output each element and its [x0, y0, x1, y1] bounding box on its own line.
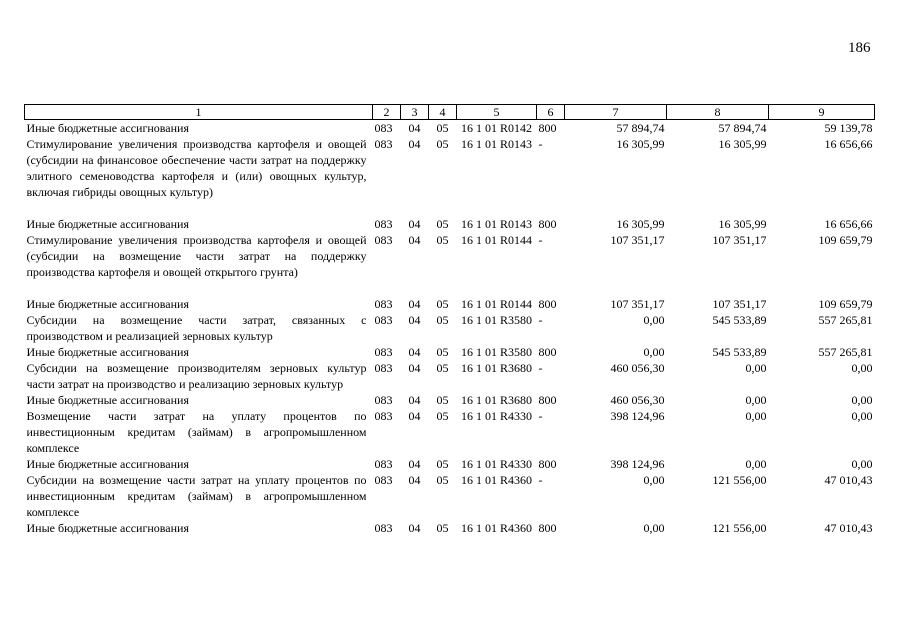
row-name: Субсидии на возмещение части затрат, связанных с производством и реализацией зерновых культур [26, 313, 367, 343]
table-row [25, 296, 875, 312]
row-ministry-code: 083 [374, 409, 393, 423]
row-amount-9: 0,00 [851, 361, 873, 375]
row-amount-8: 0,00 [745, 393, 767, 407]
row-subsection: 05 [436, 361, 449, 375]
row-target-article: 16 1 01 R3680 [460, 361, 532, 375]
table-row [25, 456, 875, 472]
row-amount-8: 0,00 [745, 457, 767, 471]
table-row [25, 472, 875, 520]
row-name: Иные бюджетные ассигнования [26, 457, 189, 471]
row-amount-9: 59 139,78 [824, 121, 873, 135]
row-section: 04 [408, 409, 421, 423]
row-section: 04 [408, 473, 421, 487]
column-header: 8 [667, 105, 769, 120]
row-section: 04 [408, 457, 421, 471]
row-expense-type: 800 [538, 521, 557, 535]
row-subsection: 05 [436, 345, 449, 359]
row-target-article: 16 1 01 R4330 [460, 457, 532, 471]
row-target-article: 16 1 01 R0142 [460, 121, 532, 135]
row-expense-type: 800 [538, 393, 557, 407]
row-amount-8: 16 305,99 [718, 137, 767, 151]
table-row [25, 344, 875, 360]
row-amount-8: 0,00 [745, 361, 767, 375]
row-subsection: 05 [436, 521, 449, 535]
row-amount-9: 109 659,79 [818, 297, 873, 311]
column-header: 1 [25, 105, 373, 120]
row-expense-type: 800 [538, 217, 557, 231]
row-name: Стимулирование увеличения производства картофеля и овощей (субсидии на финансовое обеспечение части затрат на поддержку элитного семеноводства картофеля и (или) овощных культур, включая гибриды овощных культур) [26, 137, 367, 199]
column-header: 4 [429, 105, 457, 120]
spacer-cell [25, 280, 875, 296]
column-header: 3 [401, 105, 429, 120]
row-amount-9: 0,00 [851, 409, 873, 423]
row-target-article: 16 1 01 R3580 [460, 345, 532, 359]
table-header-row [25, 105, 875, 120]
row-amount-8: 545 533,89 [712, 345, 767, 359]
row-expense-type: - [538, 473, 543, 487]
row-section: 04 [408, 297, 421, 311]
spacer-row [25, 200, 875, 216]
row-target-article: 16 1 01 R3580 [460, 313, 532, 327]
row-amount-8: 57 894,74 [718, 121, 767, 135]
row-target-article: 16 1 01 R4330 [460, 409, 532, 423]
row-target-article: 16 1 01 R0144 [460, 297, 532, 311]
row-expense-type: 800 [538, 121, 557, 135]
row-amount-9: 16 656,66 [824, 217, 873, 231]
row-amount-7: 57 894,74 [616, 121, 665, 135]
row-amount-9: 109 659,79 [818, 233, 873, 247]
row-name: Возмещение части затрат на уплату процентов по инвестиционным кредитам (займам) в агропромышленном комплексе [26, 409, 367, 455]
row-amount-7: 0,00 [643, 473, 665, 487]
row-amount-7: 16 305,99 [616, 217, 665, 231]
row-section: 04 [408, 121, 421, 135]
row-name: Иные бюджетные ассигнования [26, 297, 189, 311]
row-section: 04 [408, 233, 421, 247]
row-amount-7: 16 305,99 [616, 137, 665, 151]
table-row [25, 120, 875, 137]
row-target-article: 16 1 01 R4360 [460, 473, 532, 487]
row-amount-8: 107 351,17 [712, 233, 767, 247]
row-subsection: 05 [436, 121, 449, 135]
row-expense-type: - [538, 313, 543, 327]
row-target-article: 16 1 01 R3680 [460, 393, 532, 407]
row-ministry-code: 083 [374, 137, 393, 151]
row-ministry-code: 083 [374, 457, 393, 471]
row-name: Иные бюджетные ассигнования [26, 345, 189, 359]
row-amount-7: 398 124,96 [610, 409, 665, 423]
row-subsection: 05 [436, 473, 449, 487]
row-name: Иные бюджетные ассигнования [26, 217, 189, 231]
row-amount-9: 557 265,81 [818, 313, 873, 327]
row-subsection: 05 [436, 233, 449, 247]
row-ministry-code: 083 [374, 233, 393, 247]
row-ministry-code: 083 [374, 121, 393, 135]
row-section: 04 [408, 393, 421, 407]
row-amount-7: 460 056,30 [610, 361, 665, 375]
row-subsection: 05 [436, 137, 449, 151]
row-amount-8: 107 351,17 [712, 297, 767, 311]
page-number: 186 [848, 40, 871, 56]
spacer-row [25, 280, 875, 296]
table-row [25, 312, 875, 344]
row-subsection: 05 [436, 393, 449, 407]
budget-table [24, 104, 875, 536]
row-subsection: 05 [436, 297, 449, 311]
row-subsection: 05 [436, 217, 449, 231]
row-amount-7: 107 351,17 [610, 233, 665, 247]
row-target-article: 16 1 01 R0143 [460, 217, 532, 231]
table-row [25, 520, 875, 536]
row-amount-8: 121 556,00 [712, 473, 767, 487]
row-expense-type: - [538, 409, 543, 423]
row-amount-8: 545 533,89 [712, 313, 767, 327]
row-name: Иные бюджетные ассигнования [26, 393, 189, 407]
row-name: Иные бюджетные ассигнования [26, 521, 189, 535]
row-amount-8: 16 305,99 [718, 217, 767, 231]
column-header: 7 [565, 105, 667, 120]
row-amount-9: 557 265,81 [818, 345, 873, 359]
row-name: Стимулирование увеличения производства картофеля и овощей (субсидии на возмещение части затрат на поддержку производства картофеля и овощей открытого грунта) [26, 233, 367, 279]
row-ministry-code: 083 [374, 393, 393, 407]
row-expense-type: - [538, 361, 543, 375]
table-row [25, 360, 875, 392]
row-amount-7: 398 124,96 [610, 457, 665, 471]
row-subsection: 05 [436, 409, 449, 423]
row-amount-7: 0,00 [643, 313, 665, 327]
table-row [25, 232, 875, 280]
row-amount-9: 0,00 [851, 457, 873, 471]
row-amount-7: 0,00 [643, 345, 665, 359]
row-amount-9: 0,00 [851, 393, 873, 407]
column-header: 6 [537, 105, 565, 120]
row-subsection: 05 [436, 313, 449, 327]
row-subsection: 05 [436, 457, 449, 471]
row-amount-9: 47 010,43 [824, 473, 873, 487]
row-amount-7: 0,00 [643, 521, 665, 535]
row-name: Иные бюджетные ассигнования [26, 121, 189, 135]
row-amount-9: 47 010,43 [824, 521, 873, 535]
row-section: 04 [408, 137, 421, 151]
row-section: 04 [408, 313, 421, 327]
row-expense-type: - [538, 137, 543, 151]
row-ministry-code: 083 [374, 345, 393, 359]
row-name: Субсидии на возмещение части затрат на уплату процентов по инвестиционным кредитам (займам) в агропромышленном комплексе [26, 473, 367, 519]
row-amount-9: 16 656,66 [824, 137, 873, 151]
row-ministry-code: 083 [374, 473, 393, 487]
column-header: 5 [457, 105, 537, 120]
table-row [25, 216, 875, 232]
row-expense-type: 800 [538, 297, 557, 311]
row-target-article: 16 1 01 R4360 [460, 521, 532, 535]
row-expense-type: 800 [538, 457, 557, 471]
row-target-article: 16 1 01 R0143 [460, 137, 532, 151]
table-row [25, 408, 875, 456]
row-ministry-code: 083 [374, 217, 393, 231]
row-target-article: 16 1 01 R0144 [460, 233, 532, 247]
row-ministry-code: 083 [374, 313, 393, 327]
row-section: 04 [408, 345, 421, 359]
row-amount-7: 107 351,17 [610, 297, 665, 311]
column-header: 9 [769, 105, 875, 120]
row-section: 04 [408, 521, 421, 535]
row-amount-7: 460 056,30 [610, 393, 665, 407]
column-header: 2 [373, 105, 401, 120]
row-ministry-code: 083 [374, 361, 393, 375]
row-expense-type: - [538, 233, 543, 247]
row-name: Субсидии на возмещение производителям зерновых культур части затрат на производство и реализацию зерновых культур [26, 361, 367, 391]
row-section: 04 [408, 217, 421, 231]
row-section: 04 [408, 361, 421, 375]
table-row [25, 136, 875, 200]
row-expense-type: 800 [538, 345, 557, 359]
row-ministry-code: 083 [374, 297, 393, 311]
spacer-cell [25, 200, 875, 216]
table-row [25, 392, 875, 408]
row-ministry-code: 083 [374, 521, 393, 535]
row-amount-8: 121 556,00 [712, 521, 767, 535]
row-amount-8: 0,00 [745, 409, 767, 423]
